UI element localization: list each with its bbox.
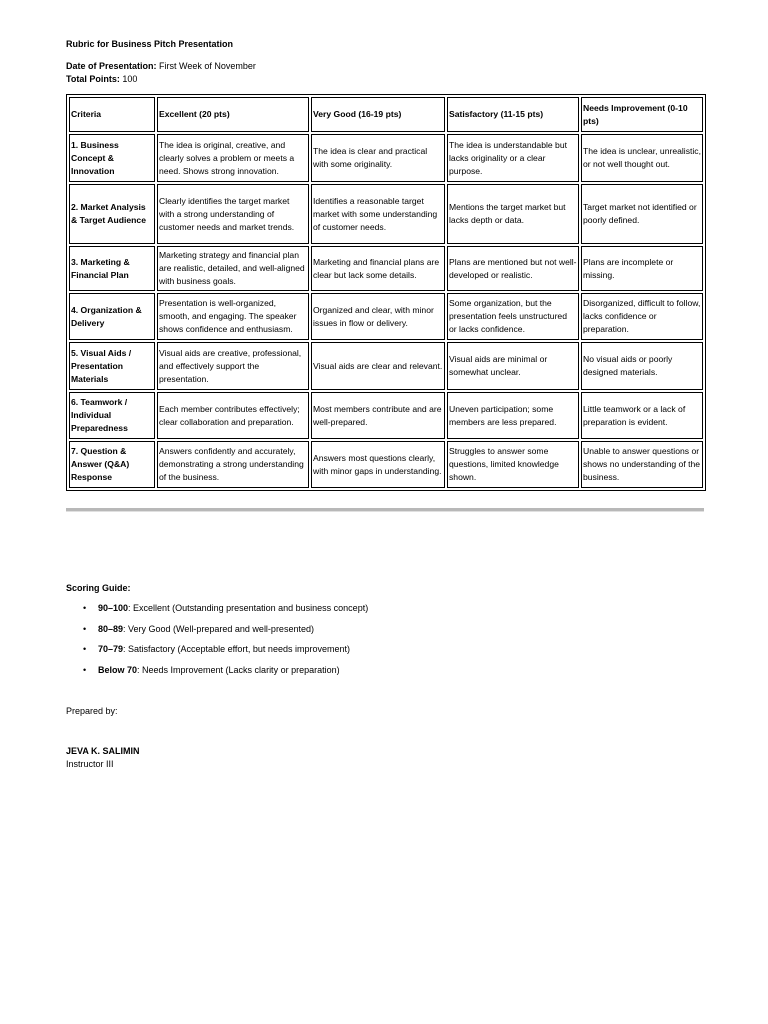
- score-range: 70–79: [98, 644, 124, 654]
- table-cell: Disorganized, difficult to follow, lacks confidence or preparation.: [581, 293, 703, 340]
- criteria-cell: 1. Business Concept & Innovation: [69, 134, 155, 182]
- date-value: First Week of November: [159, 61, 256, 71]
- table-cell: Each member contributes effectively; clear collaboration and preparation.: [157, 392, 309, 439]
- criteria-cell: 2. Market Analysis & Target Audience: [69, 184, 155, 244]
- prepared-by-label: Prepared by:: [66, 706, 118, 716]
- criteria-cell: 3. Marketing & Financial Plan: [69, 246, 155, 291]
- score-description: : Excellent (Outstanding presentation and business concept): [128, 603, 369, 613]
- score-description: : Satisfactory (Acceptable effort, but needs improvement): [123, 644, 350, 654]
- column-header: Very Good (16-19 pts): [311, 97, 445, 132]
- table-cell: The idea is understandable but lacks originality or a clear purpose.: [447, 134, 579, 182]
- table-cell: Little teamwork or a lack of preparation is evident.: [581, 392, 703, 439]
- table-cell: Uneven participation; some members are less prepared.: [447, 392, 579, 439]
- document-meta: [66, 60, 706, 86]
- table-cell: Answers most questions clearly, with minor gaps in understanding.: [311, 441, 445, 488]
- score-range: 90–100: [98, 603, 129, 613]
- criteria-cell: 7. Question & Answer (Q&A) Response: [69, 441, 155, 488]
- table-row: [69, 246, 703, 291]
- table-cell: The idea is clear and practical with some originality.: [311, 134, 445, 182]
- horizontal-divider: [66, 508, 704, 512]
- table-cell: Visual aids are creative, professional, and effectively support the presentation.: [157, 342, 309, 390]
- table-cell: Clearly identifies the target market with a strong understanding of customer needs and market trends.: [157, 184, 309, 244]
- table-cell: Plans are mentioned but not well-developed or realistic.: [447, 246, 579, 291]
- table-row: [69, 392, 703, 439]
- date-label: Date of Presentation:: [66, 61, 157, 71]
- table-row: [69, 441, 703, 488]
- table-cell: Some organization, but the presentation feels unstructured or lacks confidence.: [447, 293, 579, 340]
- criteria-cell: 5. Visual Aids / Presentation Materials: [69, 342, 155, 390]
- bullet-icon: •: [83, 623, 87, 634]
- table-cell: Plans are incomplete or missing.: [581, 246, 703, 291]
- scoring-list: [66, 602, 706, 676]
- table-cell: No visual aids or poorly designed materials.: [581, 342, 703, 390]
- document-title: Rubric for Business Pitch Presentation: [66, 39, 234, 49]
- table-cell: Unable to answer questions or shows no understanding of the business.: [581, 441, 703, 488]
- table-cell: Most members contribute and are well-prepared.: [311, 392, 445, 439]
- score-description: : Very Good (Well-prepared and well-presented): [123, 623, 314, 634]
- table-cell: The idea is original, creative, and clearly solves a problem or meets a need. Shows strong innovation.: [157, 134, 309, 182]
- table-row: [69, 342, 703, 390]
- score-range: Below 70: [98, 664, 138, 675]
- signature-block: [66, 745, 140, 771]
- criteria-cell: 6. Teamwork / Individual Preparedness: [69, 392, 155, 439]
- rubric-table: [66, 94, 706, 491]
- list-item: [66, 623, 706, 635]
- criteria-cell: 4. Organization & Delivery: [69, 293, 155, 340]
- table-cell: Organized and clear, with minor issues in flow or delivery.: [311, 293, 445, 340]
- document-header: [66, 38, 706, 86]
- list-item: [66, 664, 706, 676]
- table-header-row: [69, 97, 703, 132]
- table-cell: Visual aids are minimal or somewhat unclear.: [447, 342, 579, 390]
- table-cell: Target market not identified or poorly defined.: [581, 184, 703, 244]
- table-cell: Marketing and financial plans are clear but lack some details.: [311, 246, 445, 291]
- total-points: [66, 73, 706, 86]
- table-cell: Mentions the target market but lacks depth or data.: [447, 184, 579, 244]
- points-value: 100: [122, 74, 138, 84]
- scoring-heading: Scoring Guide:: [66, 583, 131, 593]
- table-row: [69, 134, 703, 182]
- table-cell: Struggles to answer some questions, limited knowledge shown.: [447, 441, 579, 488]
- bullet-icon: •: [83, 664, 87, 675]
- bullet-icon: •: [83, 644, 87, 654]
- table-cell: Marketing strategy and financial plan are realistic, detailed, and well-aligned with business goals.: [157, 246, 309, 291]
- table-row: [69, 293, 703, 340]
- score-description: : Needs Improvement (Lacks clarity or preparation): [137, 664, 340, 675]
- column-header: Excellent (20 pts): [157, 97, 309, 132]
- score-range: 80–89: [98, 623, 124, 634]
- column-header: Needs Improvement (0-10 pts): [581, 97, 703, 132]
- column-header: Satisfactory (11-15 pts): [447, 97, 579, 132]
- table-cell: Answers confidently and accurately, demonstrating a strong understanding of the business.: [157, 441, 309, 488]
- presentation-date: [66, 60, 706, 73]
- points-label: Total Points:: [66, 74, 120, 84]
- column-header: Criteria: [69, 97, 155, 132]
- bullet-icon: •: [83, 603, 87, 613]
- table-cell: Visual aids are clear and relevant.: [311, 342, 445, 390]
- list-item: [66, 643, 706, 655]
- table-cell: The idea is unclear, unrealistic, or not well thought out.: [581, 134, 703, 182]
- table-cell: Presentation is well-organized, smooth, and engaging. The speaker shows confidence and enthusiasm.: [157, 293, 309, 340]
- scoring-guide: [66, 582, 706, 684]
- preparer-name: JEVA K. SALIMIN: [66, 746, 140, 756]
- table-row: [69, 184, 703, 244]
- preparer-position: Instructor III: [66, 759, 114, 769]
- list-item: [66, 602, 706, 614]
- table-cell: Identifies a reasonable target market with some understanding of customer needs.: [311, 184, 445, 244]
